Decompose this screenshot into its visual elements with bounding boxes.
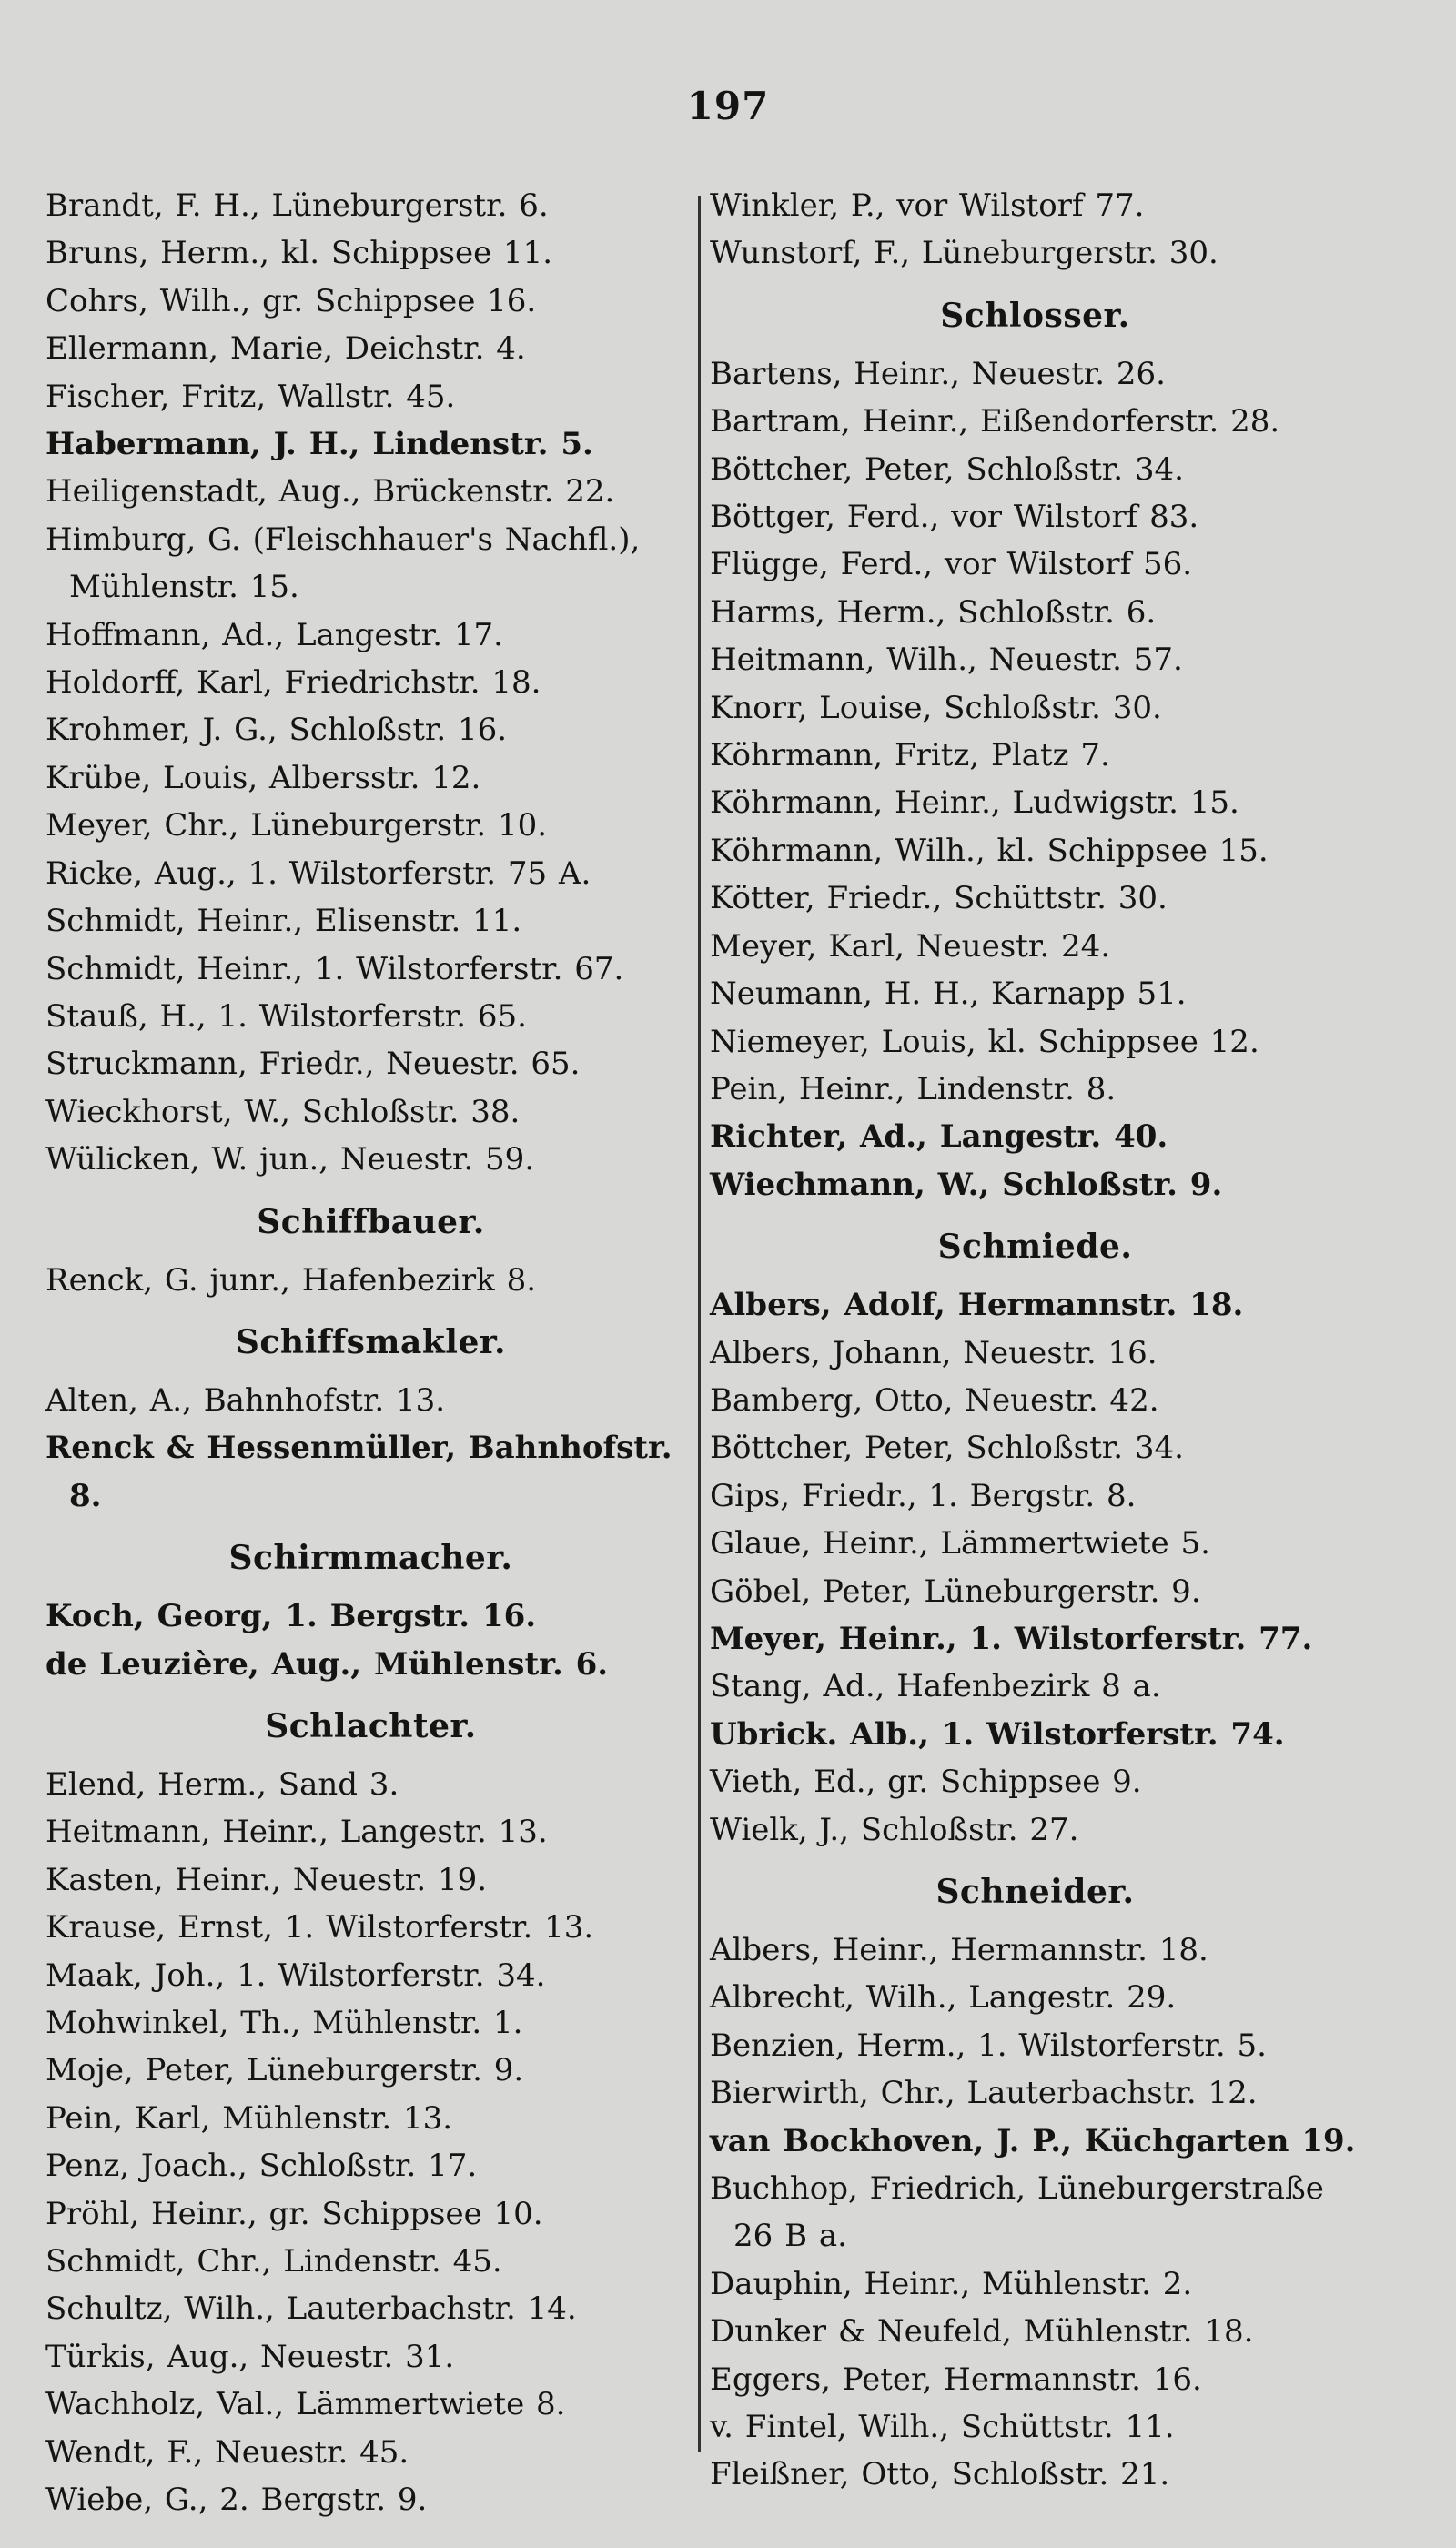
directory-entry: Kötter, Friedr., Schüttstr. 30.: [710, 880, 1168, 917]
directory-entry: Maak, Joh., 1. Wilstorferstr. 34.: [46, 1956, 546, 1994]
directory-entry: Renck & Hessenmüller, Bahnhofstr. 8.: [46, 1430, 672, 1514]
directory-entry: Fischer, Fritz, Wallstr. 45.: [46, 378, 456, 415]
directory-entry: Albers, Johann, Neuestr. 16.: [710, 1334, 1158, 1371]
directory-entry: Dunker & Neufeld, Mühlenstr. 18.: [710, 2313, 1254, 2351]
directory-entry: Alten, A., Bahnhofstr. 13.: [46, 1381, 446, 1419]
directory-entry: Bartram, Heinr., Eißendorferstr. 28.: [710, 403, 1280, 440]
directory-entry: Niemeyer, Louis, kl. Schippsee 12.: [710, 1023, 1259, 1060]
directory-entry: Köhrmann, Fritz, Platz 7.: [710, 737, 1110, 774]
directory-entry: Pein, Karl, Mühlenstr. 13.: [46, 2099, 453, 2137]
directory-entry: Hoffmann, Ad., Langestr. 17.: [46, 616, 503, 653]
directory-entry: Wieckhorst, W., Schloßstr. 38.: [46, 1093, 521, 1130]
directory-entry: Schmidt, Chr., Lindenstr. 45.: [46, 2243, 502, 2280]
directory-entry: Benzien, Herm., 1. Wilstorferstr. 5.: [710, 2027, 1267, 2064]
directory-entry: Pein, Heinr., Lindenstr. 8.: [710, 1070, 1117, 1107]
directory-entry: Winkler, P., vor Wilstorf 77.: [710, 187, 1145, 224]
directory-entry: Gips, Friedr., 1. Bergstr. 8.: [710, 1477, 1137, 1514]
directory-entry: Himburg, G. (Fleischhauer's Nachfl.), Mühlenstr. 15.: [46, 521, 641, 606]
directory-entry: Dauphin, Heinr., Mühlenstr. 2.: [710, 2265, 1193, 2302]
right-column: [710, 182, 1360, 2499]
directory-entry: Heiligenstadt, Aug., Brückenstr. 22.: [46, 473, 615, 511]
directory-entry: Mohwinkel, Th., Mühlenstr. 1.: [46, 2005, 523, 2041]
directory-entry: Glaue, Heinr., Lämmertwiete 5.: [710, 1525, 1210, 1562]
directory-entry: v. Fintel, Wilh., Schüttstr. 11.: [710, 2409, 1175, 2446]
directory-entry: Albers, Heinr., Hermannstr. 18.: [710, 1932, 1208, 1968]
directory-entry: Fleißner, Otto, Schloßstr. 21.: [710, 2456, 1170, 2493]
directory-entry: Krohmer, J. G., Schloßstr. 16.: [46, 712, 508, 749]
directory-entry: Meyer, Karl, Neuestr. 24.: [710, 927, 1111, 965]
directory-entry: Wiechmann, W., Schloßstr. 9.: [710, 1166, 1223, 1203]
directory-entry: Ubrick. Alb., 1. Wilstorferstr. 74.: [710, 1715, 1285, 1753]
directory-entry: Struckmann, Friedr., Neuestr. 65.: [46, 1046, 581, 1083]
directory-entry: Köhrmann, Wilh., kl. Schippsee 15.: [710, 832, 1269, 869]
directory-entry: Göbel, Peter, Lüneburgerstr. 9.: [710, 1572, 1201, 1610]
directory-entry: Schmidt, Heinr., Elisenstr. 11.: [46, 903, 522, 940]
directory-entry: Schmidt, Heinr., 1. Wilstorferstr. 67.: [46, 950, 624, 987]
directory-entry: Köhrmann, Heinr., Ludwigstr. 15.: [710, 784, 1239, 822]
section-heading-schlachter: Schlachter.: [265, 1706, 477, 1745]
directory-entry: Brandt, F. H., Lüneburgerstr. 6.: [46, 187, 549, 224]
directory-entry: Ricke, Aug., 1. Wilstorferstr. 75 A.: [46, 854, 592, 892]
left-column: [46, 182, 696, 2523]
directory-entry: Stauß, H., 1. Wilstorferstr. 65.: [46, 997, 527, 1035]
directory-entry: Bamberg, Otto, Neuestr. 42.: [710, 1381, 1159, 1419]
directory-entry: Elend, Herm., Sand 3.: [46, 1765, 399, 1803]
directory-entry: Penz, Joach., Schloßstr. 17.: [46, 2148, 478, 2185]
directory-entry: Albrecht, Wilh., Langestr. 29.: [710, 1979, 1177, 2017]
directory-entry: Böttger, Ferd., vor Wilstorf 83.: [710, 499, 1199, 536]
section-heading-schmiede: Schmiede.: [937, 1228, 1133, 1267]
directory-entry: Böttcher, Peter, Schloßstr. 34.: [710, 1430, 1184, 1467]
section-heading-schiffbauer: Schiffbauer.: [257, 1202, 485, 1241]
directory-entry: Schultz, Wilh., Lauterbachstr. 14.: [46, 2290, 577, 2328]
directory-entry: Stang, Ad., Hafenbezirk 8 a.: [710, 1668, 1161, 1705]
directory-entry: Pröhl, Heinr., gr. Schippsee 10.: [46, 2195, 543, 2232]
directory-entry: Moje, Peter, Lüneburgerstr. 9.: [46, 2052, 524, 2089]
column-divider: [698, 196, 701, 2452]
directory-entry: Meyer, Heinr., 1. Wilstorferstr. 77.: [710, 1620, 1313, 1657]
directory-entry: Flügge, Ferd., vor Wilstorf 56.: [710, 546, 1193, 583]
directory-entry: Heitmann, Wilh., Neuestr. 57.: [710, 642, 1183, 679]
directory-entry: Bruns, Herm., kl. Schippsee 11.: [46, 235, 553, 272]
directory-entry: Holdorff, Karl, Friedrichstr. 18.: [46, 664, 541, 702]
directory-entry: Vieth, Ed., gr. Schippsee 9.: [710, 1764, 1142, 1801]
directory-entry: van Bockhoven, J. P., Küchgarten 19.: [710, 2122, 1356, 2159]
section-heading-schneider: Schneider.: [935, 1873, 1135, 1911]
section-heading-schiffsmakler: Schiffsmakler.: [235, 1322, 507, 1361]
directory-entry: Bartens, Heinr., Neuestr. 26.: [710, 355, 1166, 392]
directory-entry: Knorr, Louise, Schloßstr. 30.: [710, 689, 1162, 726]
directory-entry: Kasten, Heinr., Neuestr. 19.: [46, 1861, 488, 1898]
directory-entry: de Leuzière, Aug., Mühlenstr. 6.: [46, 1645, 609, 1683]
directory-entry: Wunstorf, F., Lüneburgerstr. 30.: [710, 235, 1218, 272]
directory-entry: Heitmann, Heinr., Langestr. 13.: [46, 1814, 548, 1851]
directory-entry: Cohrs, Wilh., gr. Schippsee 16.: [46, 282, 537, 319]
directory-entry: Neumann, H. H., Karnapp 51.: [710, 976, 1187, 1013]
directory-entry: Harms, Herm., Schloßstr. 6.: [710, 593, 1157, 631]
directory-entry: Wachholz, Val., Lämmertwiete 8.: [46, 2386, 566, 2423]
directory-entry: Bierwirth, Chr., Lauterbachstr. 12.: [710, 2075, 1258, 2112]
directory-entry: Böttcher, Peter, Schloßstr. 34.: [710, 450, 1184, 488]
directory-entry: Albers, Adolf, Hermannstr. 18.: [710, 1287, 1244, 1324]
page-number: 197: [686, 84, 770, 128]
section-heading-schirmmacher: Schirmmacher.: [228, 1539, 513, 1578]
section-heading-schlosser: Schlosser.: [940, 296, 1130, 335]
directory-entry: Meyer, Chr., Lüneburgerstr. 10.: [46, 807, 548, 844]
directory-entry: Habermann, J. H., Lindenstr. 5.: [46, 426, 593, 463]
directory-entry: Renck, G. junr., Hafenbezirk 8.: [46, 1261, 537, 1299]
directory-entry: Koch, Georg, 1. Bergstr. 16.: [46, 1598, 537, 1635]
directory-entry: Wiebe, G., 2. Bergstr. 9.: [46, 2482, 428, 2519]
directory-entry: Wülicken, W. jun., Neuestr. 59.: [46, 1141, 535, 1178]
directory-entry: Buchhop, Friedrich, Lüneburgerstraße 26 B a.: [710, 2170, 1324, 2255]
directory-entry: Wielk, J., Schloßstr. 27.: [710, 1811, 1079, 1848]
directory-entry: Richter, Ad., Langestr. 40.: [710, 1118, 1168, 1156]
directory-entry: Ellermann, Marie, Deichstr. 4.: [46, 330, 526, 368]
directory-entry: Krause, Ernst, 1. Wilstorferstr. 13.: [46, 1909, 594, 1946]
directory-entry: Krübe, Louis, Albersstr. 12.: [46, 759, 481, 796]
directory-entry: Türkis, Aug., Neuestr. 31.: [46, 2338, 455, 2375]
directory-entry: Wendt, F., Neuestr. 45.: [46, 2433, 410, 2471]
directory-entry: Eggers, Peter, Hermannstr. 16.: [710, 2361, 1202, 2398]
